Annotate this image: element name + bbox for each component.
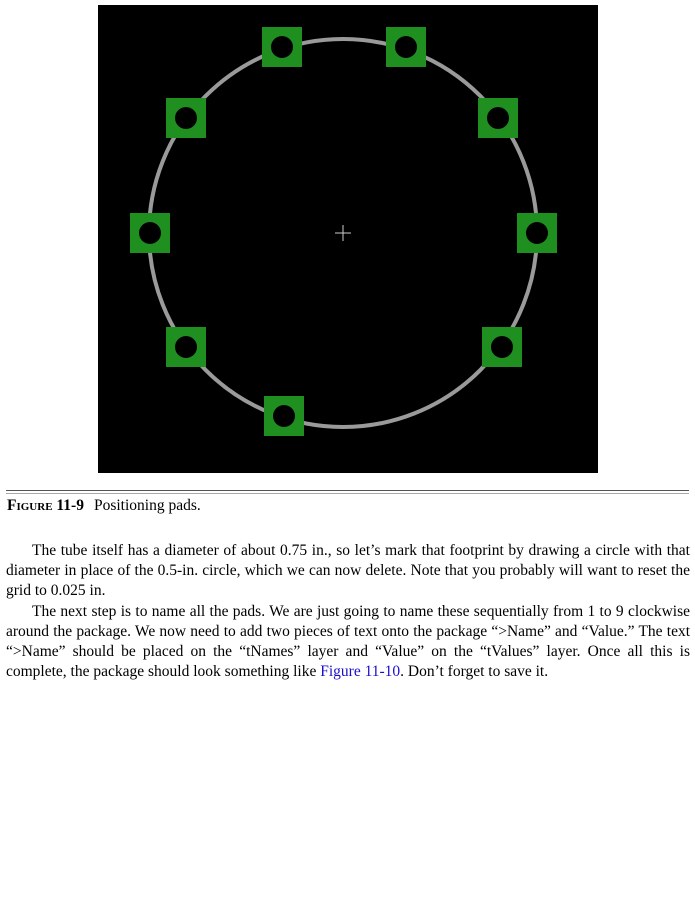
pad-hole [271, 36, 293, 58]
figure-caption-text: Positioning pads. [93, 497, 201, 514]
pad-hole [487, 107, 509, 129]
pad-hole [175, 336, 197, 358]
pad-hole [273, 405, 295, 427]
body-text [6, 541, 690, 683]
pad-hole [395, 36, 417, 58]
pad-hole [139, 222, 161, 244]
caption-rule [6, 490, 689, 491]
pcb-figure-image [98, 5, 598, 473]
pad [517, 213, 557, 253]
pcb-footprint-drawing [98, 5, 598, 473]
origin-crosshair [335, 225, 351, 241]
pad [166, 98, 206, 138]
paragraph-text: The next step is to name all the pads. We are just going to name these sequentially from 1 to 9 clockwise around the package. We now need to add two pieces of text onto the package “>Name” and “Value.” The text “>Name” should be placed on the “tNames” layer and “Value” on the “tValues” layer. Once all this is complete, the package should look something like [6, 603, 690, 680]
pad-hole [526, 222, 548, 244]
pad [386, 27, 426, 67]
paragraph [6, 602, 690, 682]
paragraph-text: The tube itself has a diameter of about 0.75 in., so let’s mark that footprint by drawing a circle with that diameter in place of the 0.5-in. circle, which we can now delete. Note that you probably will want to reset the grid to 0.025 in. [6, 542, 690, 599]
figure-caption [7, 496, 201, 516]
pad [130, 213, 170, 253]
pad [262, 27, 302, 67]
pad [166, 327, 206, 367]
pad [264, 396, 304, 436]
paragraph-text: . Don’t forget to save it. [400, 663, 549, 680]
pad-hole [491, 336, 513, 358]
pad-hole [175, 107, 197, 129]
figure-reference-link[interactable]: Figure 11-10 [320, 663, 401, 680]
caption-rule-thin [6, 493, 689, 494]
pad [478, 98, 518, 138]
figure-label: Figure 11-9 [7, 497, 84, 514]
paragraph [6, 541, 690, 601]
pad [482, 327, 522, 367]
